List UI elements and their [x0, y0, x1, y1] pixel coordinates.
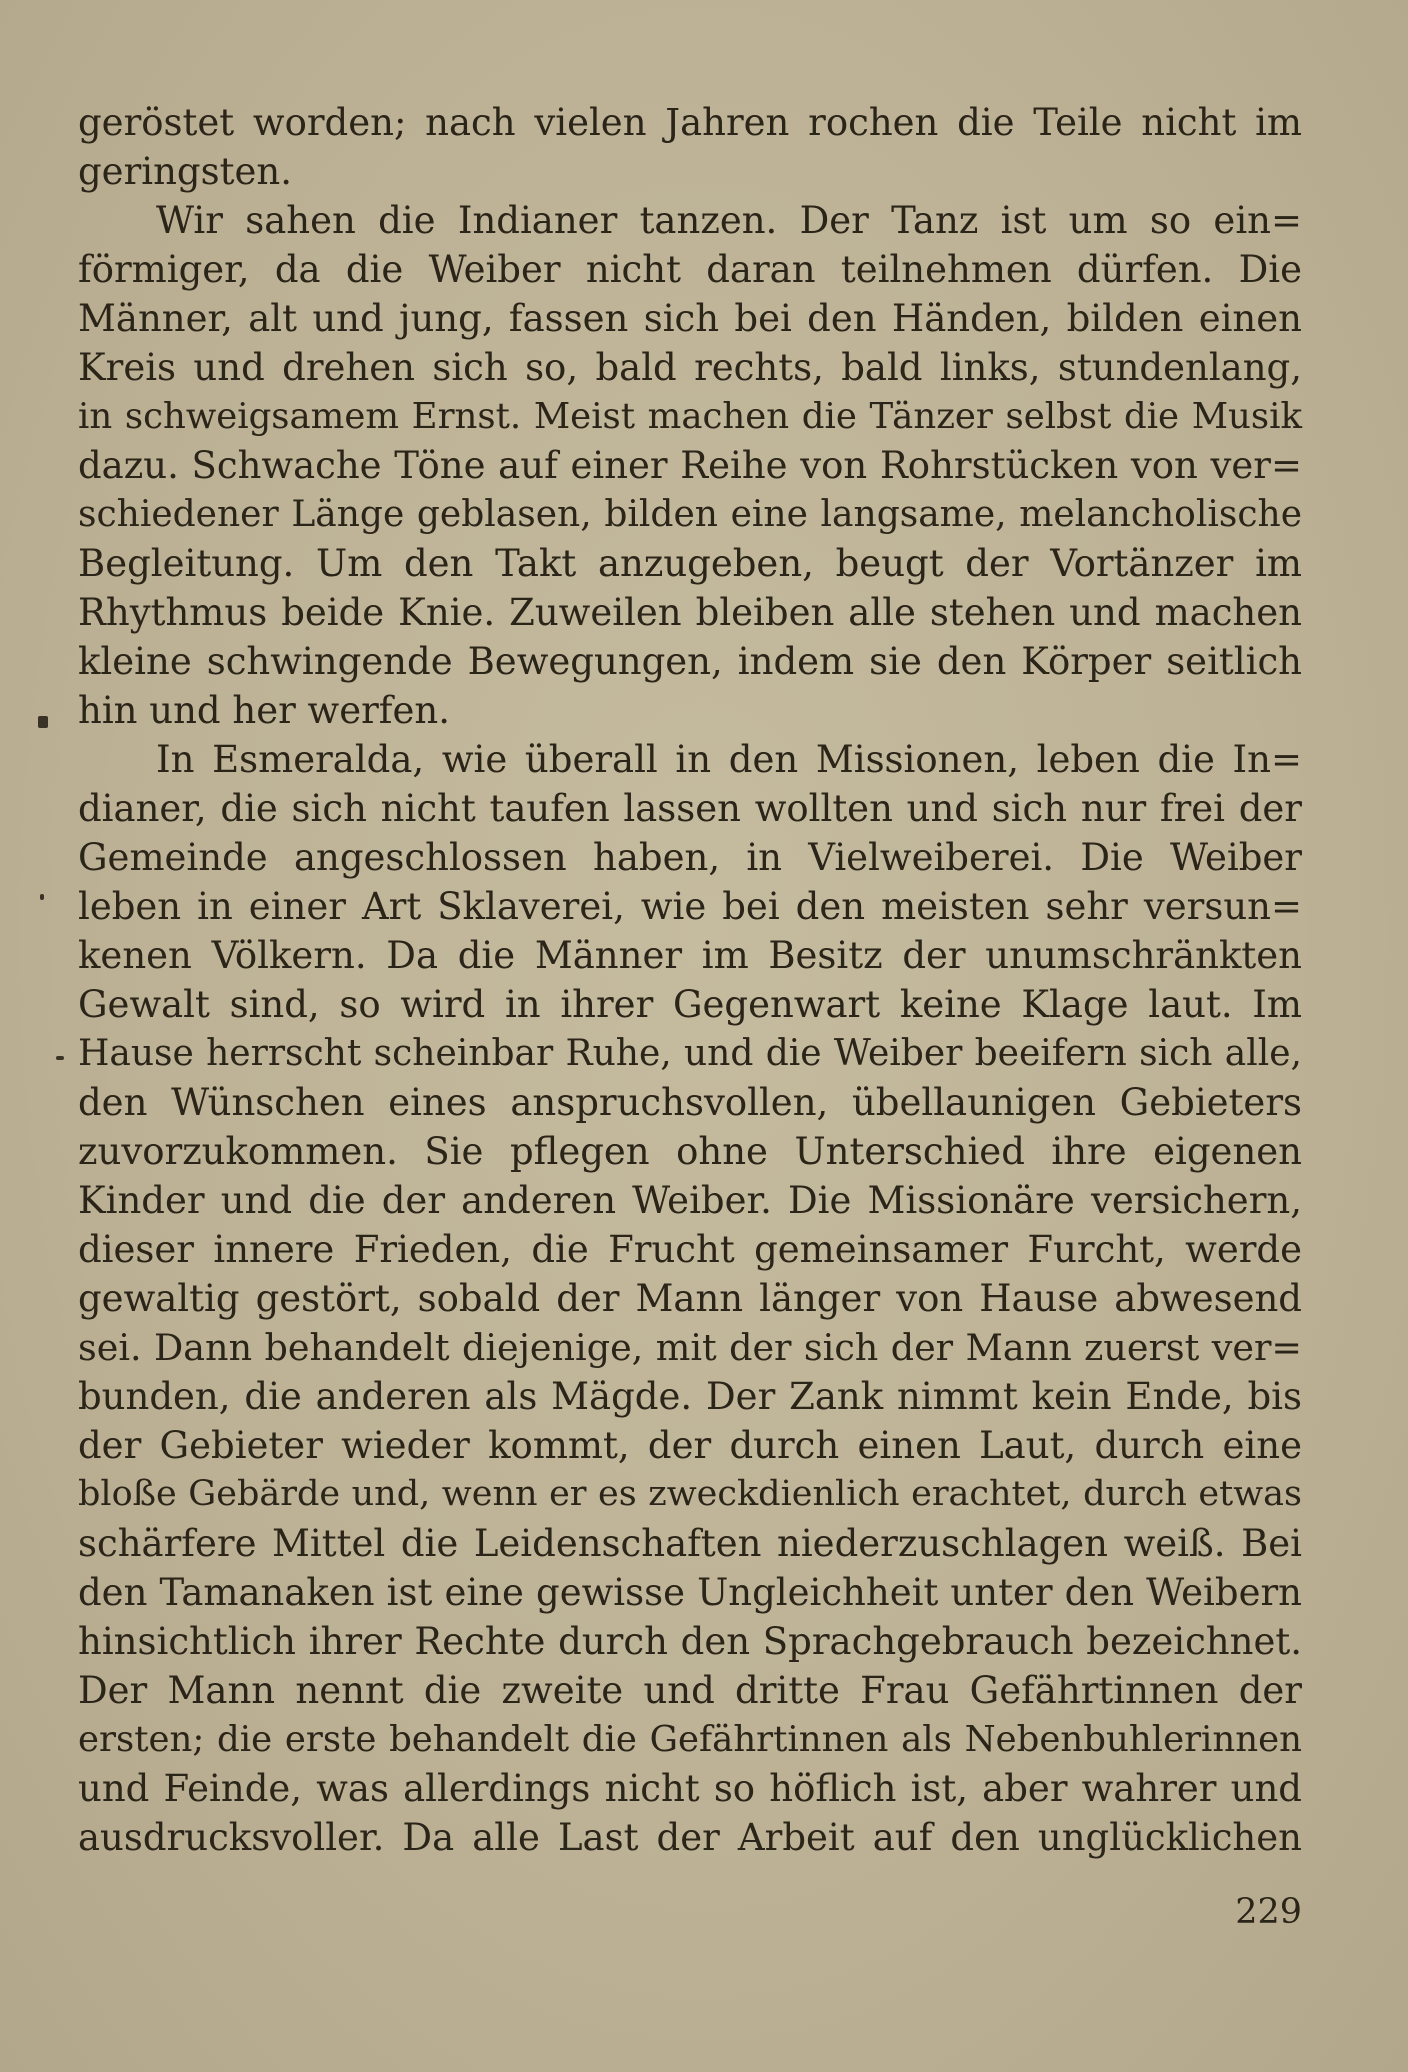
text-line: Gewalt sind, so wird in ihrer Gegenwart keine Klage laut. Im: [78, 983, 1302, 1026]
text-line: leben in einer Art Sklaverei, wie bei den meisten sehr versun=: [78, 885, 1302, 928]
text-line: gewaltig gestört, sobald der Mann länger von Hause abwesend: [78, 1277, 1302, 1320]
text-line: Männer, alt und jung, fassen sich bei den Händen, bilden einen: [78, 297, 1302, 340]
text-line: schiedener Länge geblasen, bilden eine langsame, melancholische: [78, 494, 1302, 535]
text-line: zuvorzukommen. Sie pflegen ohne Unterschied ihre eigenen: [78, 1130, 1302, 1173]
text-line: förmiger, da die Weiber nicht daran teilnehmen dürfen. Die: [78, 248, 1302, 291]
text-line: Begleitung. Um den Takt anzugeben, beugt der Vortänzer im: [78, 542, 1302, 585]
text-line: und Feinde, was allerdings nicht so höflich ist, aber wahrer und: [78, 1767, 1302, 1810]
text-line: bunden, die anderen als Mägde. Der Zank nimmt kein Ende, bis: [78, 1375, 1302, 1418]
text-line: hin und her werfen.: [78, 689, 450, 732]
text-line: Wir sahen die Indianer tanzen. Der Tanz ist um so ein=: [156, 199, 1302, 242]
text-line: Hause herrscht scheinbar Ruhe, und die Weiber beeifern sich alle,: [78, 1033, 1302, 1074]
text-line: sei. Dann behandelt diejenige, mit der sich der Mann zuerst ver=: [78, 1326, 1302, 1369]
text-line: Rhythmus beide Knie. Zuweilen bleiben alle stehen und machen: [78, 591, 1302, 634]
text-line: geröstet worden; nach vielen Jahren rochen die Teile nicht im: [78, 101, 1302, 144]
text-line: hinsichtlich ihrer Rechte durch den Sprachgebrauch bezeichnet.: [78, 1620, 1302, 1663]
text-line: kenen Völkern. Da die Männer im Besitz der unumschränkten: [78, 934, 1302, 977]
text-line: dianer, die sich nicht taufen lassen wollten und sich nur frei der: [78, 787, 1302, 830]
text-line: den Tamanaken ist eine gewisse Ungleichheit unter den Weibern: [78, 1571, 1302, 1614]
margin-mark: [56, 1056, 64, 1060]
text-line: Kinder und die der anderen Weiber. Die Missionäre versichern,: [78, 1179, 1302, 1222]
text-line: schärfere Mittel die Leidenschaften niederzuschlagen weiß. Bei: [78, 1522, 1302, 1565]
text-line: Gemeinde angeschlossen haben, in Vielweiberei. Die Weiber: [78, 836, 1302, 879]
text-line: dazu. Schwache Töne auf einer Reihe von Rohrstücken von ver=: [78, 444, 1302, 487]
text-line: in schweigsamem Ernst. Meist machen die Tänzer selbst die Musik: [78, 396, 1302, 437]
text-line: bloße Gebärde und, wenn er es zweckdienlich erachtet, durch etwas: [78, 1474, 1302, 1514]
text-line: kleine schwingende Bewegungen, indem sie den Körper seitlich: [78, 640, 1302, 683]
text-line: ausdrucksvoller. Da alle Last der Arbeit auf den unglücklichen: [78, 1816, 1302, 1859]
text-line: Kreis und drehen sich so, bald rechts, bald links, stundenlang,: [78, 346, 1302, 389]
margin-mark: [38, 716, 48, 728]
text-line: In Esmeralda, wie überall in den Missionen, leben die In=: [156, 738, 1302, 781]
text-line: den Wünschen eines anspruchsvollen, übellaunigen Gebieters: [78, 1081, 1302, 1124]
text-line: ersten; die erste behandelt die Gefährtinnen als Nebenbuhlerinnen: [78, 1719, 1302, 1760]
text-line: Der Mann nennt die zweite und dritte Frau Gefährtinnen der: [78, 1669, 1302, 1712]
page-number: 229: [1235, 1892, 1302, 1932]
text-line: geringsten.: [78, 150, 292, 193]
text-line: dieser innere Frieden, die Frucht gemeinsamer Furcht, werde: [78, 1228, 1302, 1271]
text-line: der Gebieter wieder kommt, der durch einen Laut, durch eine: [78, 1424, 1302, 1467]
margin-mark: [40, 894, 44, 900]
body-text: [78, 98, 1302, 1862]
